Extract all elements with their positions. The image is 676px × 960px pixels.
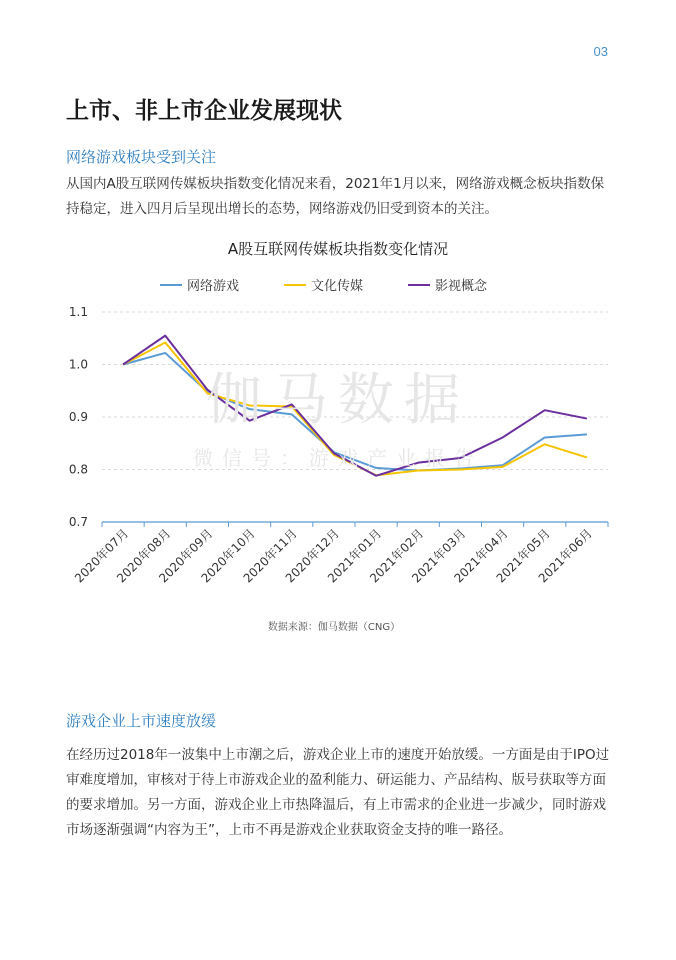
x-tick-label: 2020年12月 <box>282 526 343 586</box>
x-tick-label: 2020年11月 <box>240 526 300 586</box>
y-tick-label: 1.0 <box>68 357 88 372</box>
x-tick-label: 2020年09月 <box>156 526 216 586</box>
x-tick-label: 2020年07月 <box>71 526 132 586</box>
page-title: 上市、非上市企业发展现状 <box>66 98 342 124</box>
chart-source: 数据来源：伽马数据（CNG） <box>267 622 401 633</box>
x-tick-label: 2021年04月 <box>451 526 511 586</box>
x-tick-label: 2021年06月 <box>535 526 596 586</box>
y-tick-label: 0.9 <box>68 410 88 424</box>
watermark-brand: 伽马数据 <box>206 368 470 433</box>
chart-title: A股互联网传媒板块指数变化情况 <box>227 240 449 258</box>
legend-label: 影视概念 <box>435 279 488 294</box>
y-tick-label: 0.7 <box>68 515 88 529</box>
page-number: 03 <box>593 44 608 59</box>
y-tick-label: 0.8 <box>68 462 88 477</box>
section-paragraph-ipo-slowdown: 在经历过2018年一波集中上市潮之后，游戏企业上市的速度开始放缓。一方面是由于IPO过审难度增加，审核对于待上市游戏企业的盈利能力、研运能力、产品结构、版号获取等方面的要求增加。另一方面，游戏企业上市热降温后，有上市需求的企业进一步减少，同时游戏市场逐渐强调“内容为王”，上市不再是游戏企业获取资金支持的唯一路径。 <box>66 747 610 838</box>
legend-label: 文化传媒 <box>311 279 364 294</box>
section-title-online-games: 网络游戏板块受到关注 <box>66 148 217 166</box>
x-tick-label: 2021年05月 <box>493 526 553 586</box>
x-tick-label: 2021年01月 <box>324 526 385 586</box>
watermark-wechat: 微信号：游戏产业报告 <box>193 446 483 470</box>
section-title-ipo-slowdown: 游戏企业上市速度放缓 <box>66 712 217 730</box>
x-tick-label: 2020年08月 <box>114 526 174 586</box>
x-tick-label: 2021年03月 <box>409 526 469 586</box>
index-line-chart <box>0 230 676 640</box>
x-tick-label: 2021年02月 <box>367 526 427 586</box>
x-tick-label: 2020年10月 <box>198 526 258 586</box>
legend-label: 网络游戏 <box>187 279 240 294</box>
y-tick-label: 1.1 <box>68 305 88 319</box>
section-paragraph-online-games: 从国内A股互联网传媒板块指数变化情况来看，2021年1月以来，网络游戏概念板块指数保持稳定，进入四月后呈现出增长的态势，网络游戏仍旧受到资本的关注。 <box>66 176 605 217</box>
